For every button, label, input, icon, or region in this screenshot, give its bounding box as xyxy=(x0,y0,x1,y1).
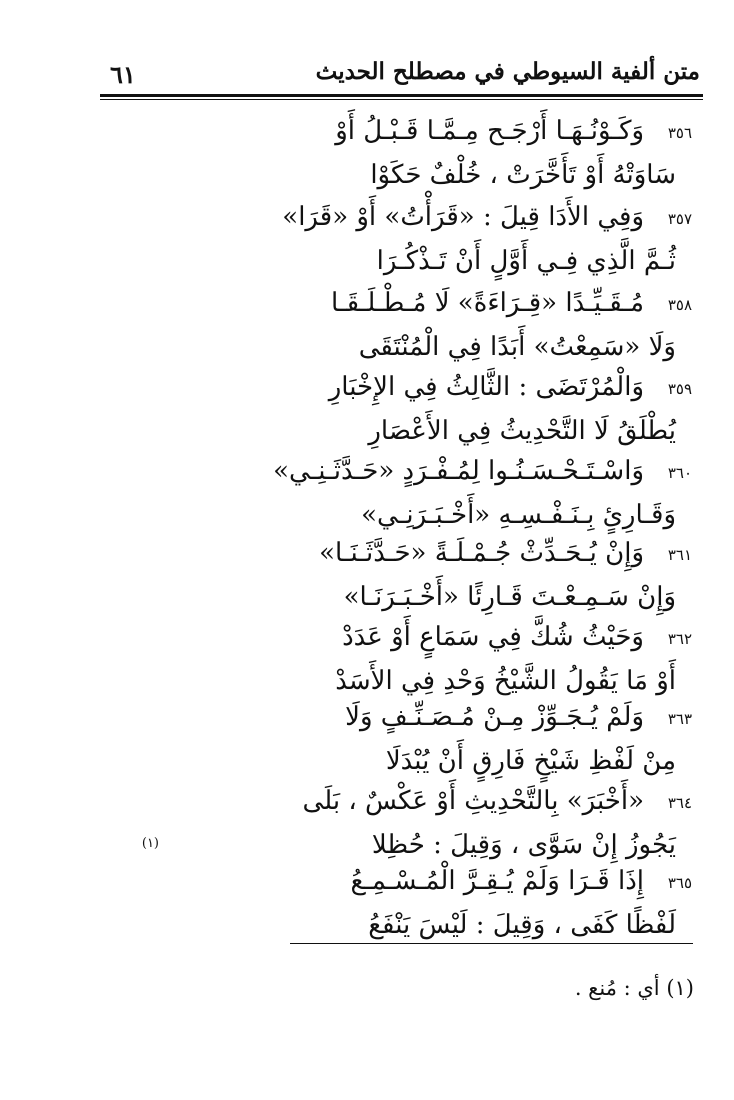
verse-first-hemistich: وَكَـوْنُـهَـا أَرْجَـح مِـمَّـا قَـبْـلُ أَوْ xyxy=(335,116,644,146)
footnote-rule xyxy=(290,943,693,944)
verse-first-hemistich: إِذَا قَـرَا وَلَمْ يُـقِـرَّ الْمُـسْـمِـعُ xyxy=(350,866,644,896)
verse-number: ٣٦١ xyxy=(667,546,692,564)
page-header xyxy=(100,58,700,92)
verse-number: ٣٦٢ xyxy=(667,630,692,648)
verse-second-hemistich: يَجُوزُ إِنْ سَوَّى ، وَقِيلَ : حُظِلا xyxy=(371,830,676,860)
verse-second-hemistich: لَفْظًا كَفَى ، وَقِيلَ : لَيْسَ يَنْفَعُ xyxy=(368,910,676,940)
verse-first-hemistich: وَلَمْ يُـجَـوِّزْ مِـنْ مُـصَـنِّـفٍ وَلَا xyxy=(345,702,644,732)
footnote-marker: (١) xyxy=(141,836,159,851)
verse-first-hemistich: وَالْمُرْتَضَى : الثَّالِثُ فِي الإِخْبَارِ xyxy=(328,372,644,402)
verse-first-hemistich: وَحَيْثُ شُكَّ فِي سَمَاعٍ أَوْ عَدَدْ xyxy=(342,622,644,652)
verse-first-hemistich: وَاسْـتَـحْـسَـنُـوا لِمُـفْـرَدٍ «حَـدَّثَـنِـي» xyxy=(273,456,644,486)
verse-second-hemistich: وَلَا «سَمِعْتُ» أَبَدًا فِي الْمُنْتَقَى xyxy=(358,332,676,362)
page-number: ٦١ xyxy=(110,60,136,89)
verse-second-hemistich: مِنْ لَفْظِ شَيْخٍ فَارِقٍ أَنْ يُبْدَلَا xyxy=(385,746,676,776)
verse-first-hemistich: مُـقَـيِّـدًا «قِـرَاءَةً» لَا مُـطْـلَـقَـا xyxy=(331,288,644,318)
verse-number: ٣٦٥ xyxy=(667,874,692,892)
header-rule-thin xyxy=(100,99,703,100)
footnote-text: (١) أي : مُنع . xyxy=(574,976,694,1000)
verse-number: ٣٥٦ xyxy=(667,124,692,142)
verse-number: ٣٦٣ xyxy=(667,710,692,728)
verse-first-hemistich: وَإِنْ يُـحَـدِّثْ جُـمْـلَـةً «حَـدَّثَـنَـا» xyxy=(319,538,644,568)
verse-number: ٣٥٩ xyxy=(667,380,692,398)
verse-second-hemistich: ثُـمَّ الَّذِي فِـي أَوَّلٍ أَنْ تَـذْكُـرَا xyxy=(376,246,676,276)
header-rule-thick xyxy=(100,94,703,97)
verse-second-hemistich: أَوْ مَا يَقُولُ الشَّيْخُ وَحْدِ فِي الأَسَدْ xyxy=(335,666,676,696)
verse-second-hemistich: سَاوَتْهُ أَوْ تَأَخَّرَتْ ، خُلْفٌ حَكَوْا xyxy=(370,160,676,190)
verse-first-hemistich: وَفِي الأَدَا قِيلَ : «قَرَأْتُ» أَوْ «قَرَا» xyxy=(282,202,644,232)
verse-number: ٣٥٨ xyxy=(667,296,692,314)
verse-number: ٣٦٤ xyxy=(667,794,692,812)
verse-second-hemistich: وَقَـارِئٍ بِـنَـفْـسِـهِ «أَخْـبَـرَنِـي» xyxy=(361,500,676,530)
verse-number: ٣٥٧ xyxy=(667,210,692,228)
verse-first-hemistich: «أَخْبَرَ» بِالتَّحْدِيثِ أَوْ عَكْسٌ ، بَلَى xyxy=(302,786,644,816)
verse-second-hemistich: وَإِنْ سَـمِـعْـتَ قَـارِئًا «أَخْـبَـرَنَـا» xyxy=(343,582,676,612)
running-title: متن ألفية السيوطي في مصطلح الحديث xyxy=(315,58,700,85)
verse-second-hemistich: يُطْلَقُ لَا التَّحْدِيثُ فِي الأَعْصَارِ xyxy=(368,416,676,446)
verse-number: ٣٦٠ xyxy=(667,464,692,482)
